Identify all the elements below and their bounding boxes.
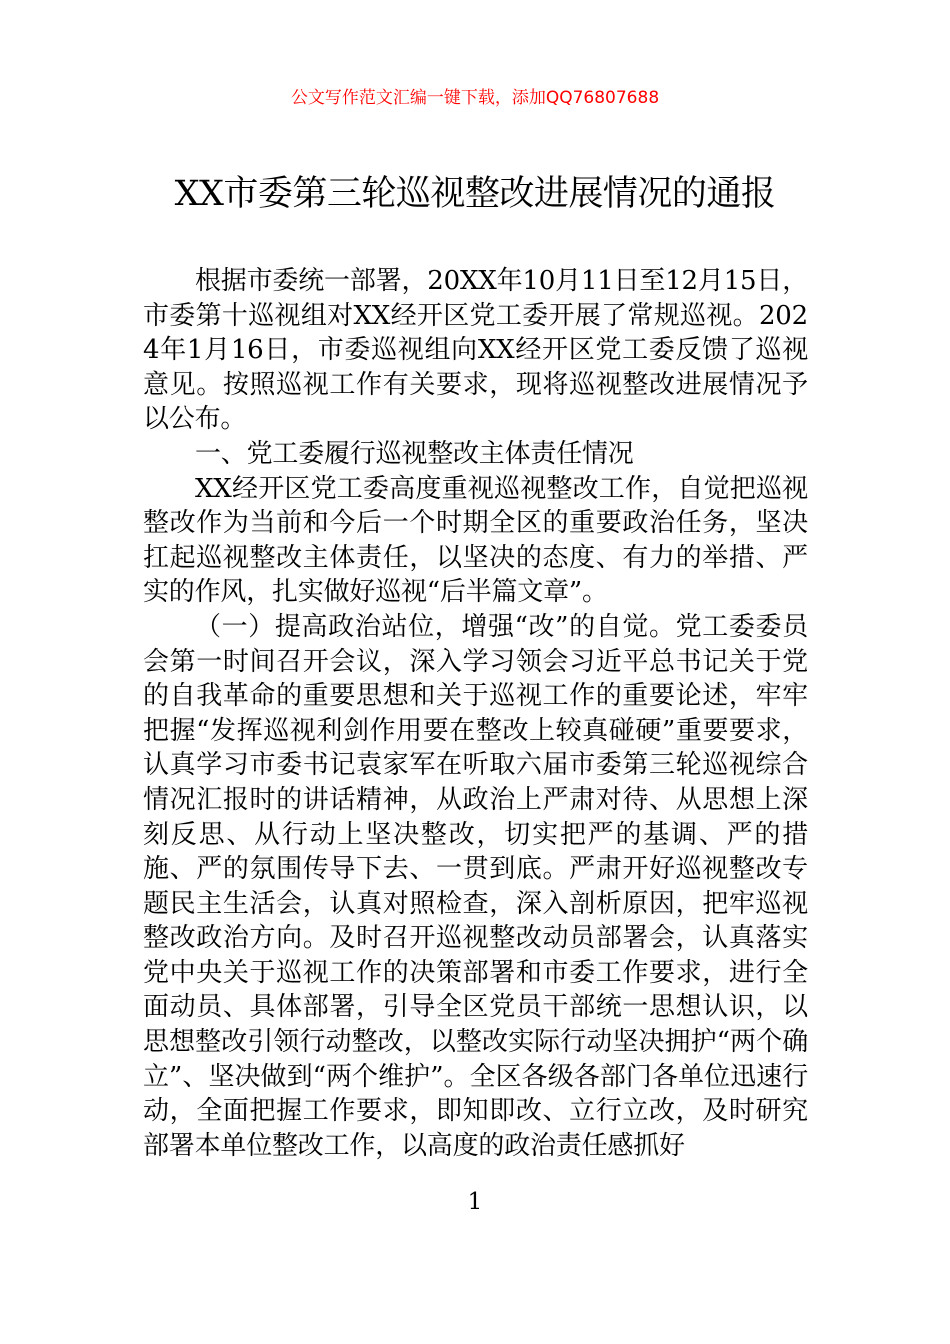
paragraph-section-1-summary: XX经开区党工委高度重视巡视整改工作，自觉把巡视整改作为当前和今后一个时期全区的重要政治任务，坚决扛起巡视整改主体责任，以坚决的态度、有力的举措、严实的作风，扎实做好巡视“后半篇文章”。 <box>143 473 808 608</box>
paragraph-subsection-1: （一）提高政治站位，增强“改”的自觉。党工委委员会第一时间召开会议，深入学习领会习近平总书记关于党的自我革命的重要思想和关于巡视工作的重要论述，牢牢把握“发挥巡视利剑作用要在整改上较真碰硬”重要要求，认真学习市委书记袁家军在听取六届市委第三轮巡视综合情况汇报时的讲话精神，从政治上严肃对待、从思想上深刻反思、从行动上坚决整改，切实把严的基调、严的措施、严的氛围传导下去、一贯到底。严肃开好巡视整改专题民主生活会，认真对照检查，深入剖析原因，把牢巡视整改政治方向。及时召开巡视整改动员部署会，认真落实党中央关于巡视工作的决策部署和市委工作要求，进行全面动员、具体部署，引导全区党员干部统一思想认识，以思想整改引领行动整改，以整改实际行动坚决拥护“两个确立”、坚决做到“两个维护”。全区各级各部门各单位迅速行动，全面把握工作要求，即知即改、立行立改，及时研究部署本单位整改工作，以高度的政治责任感抓好 <box>143 611 808 1161</box>
document-body <box>143 264 808 1163</box>
download-note: 公文写作范文汇编一键下载，添加QQ76807688 <box>290 88 660 108</box>
paragraph-intro: 根据市委统一部署，20XX年10月11日至12月15日，市委第十巡视组对XX经开区党工委开展了常规巡视。2024年1月16日，市委巡视组向XX经开区党工委反馈了巡视意见。按照巡视工作有关要求，现将巡视整改进展情况予以公布。 <box>143 266 808 435</box>
section-heading-1: 一、党工委履行巡视整改主体责任情况 <box>195 438 634 469</box>
document-title: XX市委第三轮巡视整改进展情况的通报 <box>174 174 776 214</box>
page-number: 1 <box>467 1189 483 1215</box>
